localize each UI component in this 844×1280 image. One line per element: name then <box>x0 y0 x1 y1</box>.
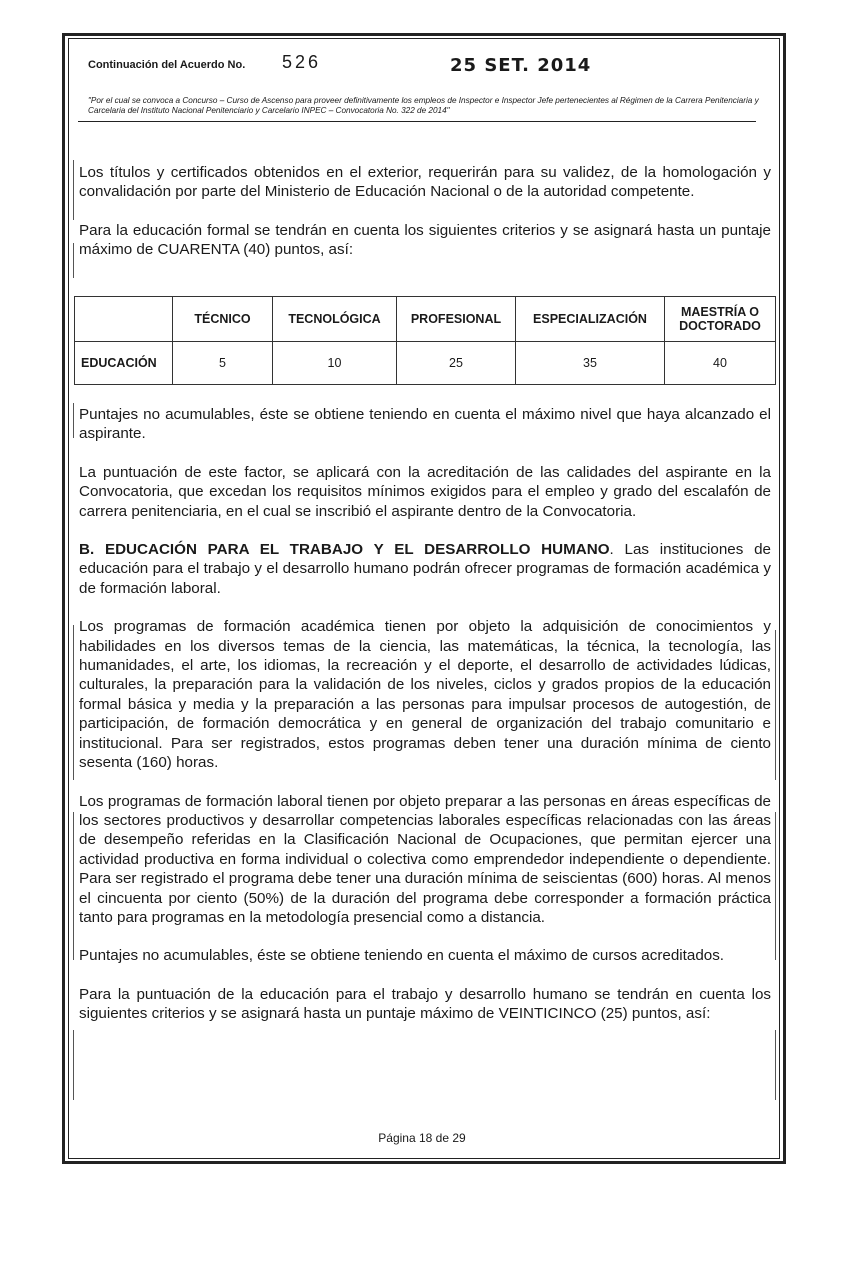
margin-mark <box>775 630 776 780</box>
paragraph: Los programas de formación laboral tienen por objeto preparar a las personas en áreas específicas de los sectores productivos y desarrollar competencias laborales específicas relacionadas con las áreas de desempeño referidas en la Clasificación Nacional de Ocupaciones, que permitan ejercer una actividad productiva en forma individual o colectiva como emprendedor independiente o dependiente. Para ser registrado el programa debe tener una duración mínima de seiscientas (600) horas. Al menos el cincuenta por ciento (50%) de la duración del programa debe corresponder a formación práctica tanto para programas en la metodología presencial como a distancia. <box>79 792 771 926</box>
paragraph: Los títulos y certificados obtenidos en el exterior, requerirán para su validez, de la homologación y convalidación por parte del Ministerio de Educación Nacional o de la autoridad competente. <box>79 164 771 201</box>
margin-mark <box>775 1030 776 1100</box>
header-divider <box>78 121 756 122</box>
header-label: Continuación del Acuerdo No. <box>88 59 246 71</box>
paragraph: Puntajes no acumulables, éste se obtiene teniendo en cuenta el máximo de cursos acreditados. <box>79 947 725 965</box>
paragraph <box>79 540 771 598</box>
document-body <box>79 163 771 279</box>
paragraph: Para la puntuación de la educación para el trabajo y desarrollo humano se tendrán en cuenta los siguientes criterios y se asignará hasta un puntaje máximo de VEINTICINCO (25) puntos, así: <box>79 985 771 1023</box>
table-header-row <box>75 297 776 342</box>
section-heading: B. EDUCACIÓN PARA EL TRABAJO Y EL DESARROLLO HUMANO <box>79 541 610 559</box>
agreement-date: 25 SET. 2014 <box>450 55 592 76</box>
table-header-cell: PROFESIONAL <box>397 297 516 342</box>
table-header-cell: ESPECIALIZACIÓN <box>516 297 665 342</box>
table-cell: 35 <box>516 342 665 385</box>
margin-mark <box>775 812 776 960</box>
paragraph: Para la educación formal se tendrán en cuenta los siguientes criterios y se asignará hasta un puntaje máximo de CUARENTA (40) puntos, así: <box>79 221 771 259</box>
header-subtitle: "Por el cual se convoca a Concurso – Curso de Ascenso para proveer definitivamente los empleos de Inspector e Inspector Jefe pertenecientes al Régimen de la Carrera Penitenciaria y Carcelaria del Instituto Nacional Penitenciario y Carcelario INPEC – Convocatoria No. 322 de 2014" <box>88 96 759 115</box>
table-cell: 40 <box>665 342 776 385</box>
table-cell: 25 <box>397 342 516 385</box>
table-row-label: EDUCACIÓN <box>75 342 173 385</box>
table-header-cell: MAESTRÍA O DOCTORADO <box>665 297 776 342</box>
table-header-cell <box>75 297 173 342</box>
margin-mark <box>73 403 74 438</box>
table-header-cell: TECNOLÓGICA <box>273 297 397 342</box>
table-cell: 10 <box>273 342 397 385</box>
margin-mark <box>73 812 74 960</box>
table-row <box>75 342 776 385</box>
margin-mark <box>73 160 74 220</box>
table-header-cell: TÉCNICO <box>173 297 273 342</box>
document-body-continued <box>79 405 771 1043</box>
agreement-number: 526 <box>282 52 322 72</box>
page-number: Página 18 de 29 <box>378 1131 466 1145</box>
margin-mark <box>73 1030 74 1100</box>
paragraph-text: . Las instituciones de educación para el trabajo y el desarrollo humano podrán ofrecer programas de formación académica y de formación laboral. <box>79 541 771 597</box>
margin-mark <box>73 243 74 278</box>
table-cell: 5 <box>173 342 273 385</box>
paragraph: La puntuación de este factor, se aplicará con la acreditación de las calidades del aspirante en la Convocatoria, que excedan los requisitos mínimos exigidos para el empleo y grado del escalafón de carrera penitenciaria, en el cual se inscribió el aspirante dentro de la Convocatoria. <box>79 463 771 520</box>
paragraph: Los programas de formación académica tienen por objeto la adquisición de conocimientos y habilidades en los diversos temas de la ciencia, las matemáticas, la técnica, la tecnología, las humanidades, el arte, los idiomas, la recreación y el deporte, el desarrollo de actividades lúdicas, culturales, la preparación para la validación de los niveles, ciclos y grados propios de la educación formal básica y media y la preparación a las personas para impulsar procesos de autogestión, de participación, de formación democrática y en general de organización del trabajo comunitario e institucional. Para ser registrados, estos programas deben tener una duración mínima de ciento sesenta (160) horas. <box>79 618 771 772</box>
paragraph: Puntajes no acumulables, éste se obtiene teniendo en cuenta el máximo nivel que haya alcanzado el aspirante. <box>79 406 771 443</box>
margin-mark <box>73 625 74 780</box>
education-score-table <box>74 296 776 385</box>
